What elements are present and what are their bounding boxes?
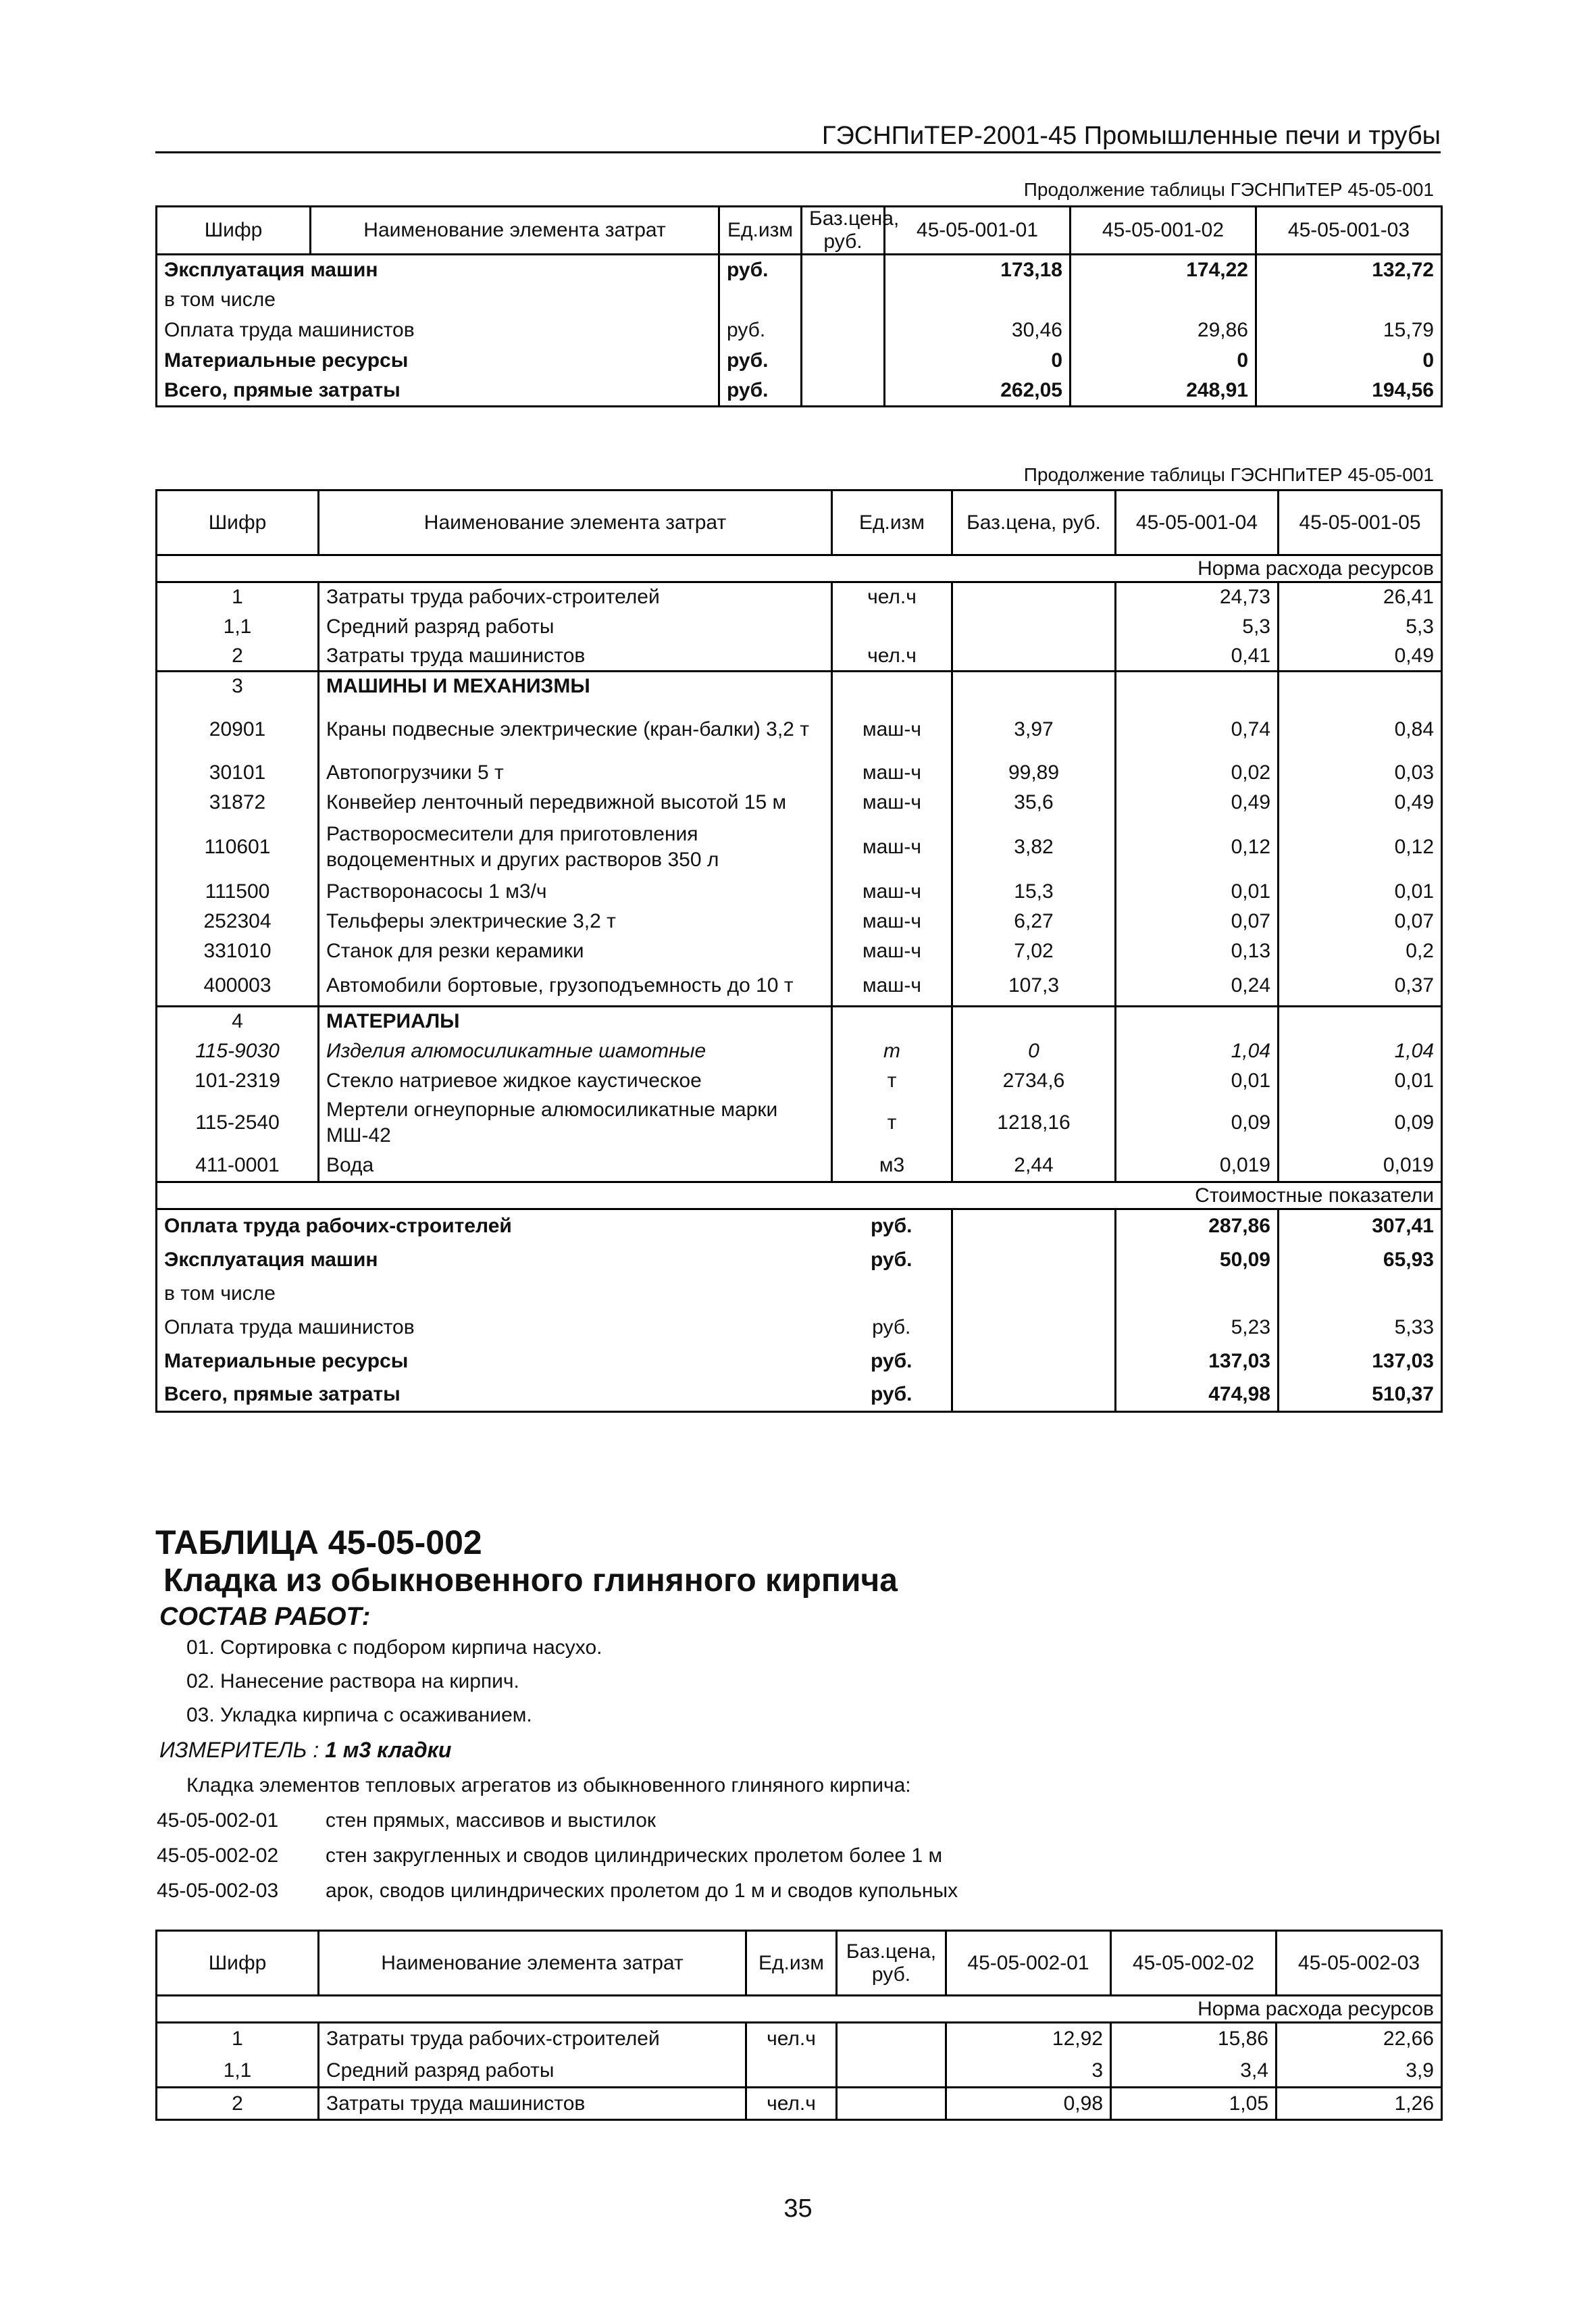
table-45-05-002-subtitle: Кладка из обыкновенного глиняного кирпича <box>163 1563 898 1599</box>
price-cell <box>952 612 1116 642</box>
price-cell <box>802 346 885 376</box>
unit-cell: т <box>832 1036 952 1066</box>
resource-name: Средний разряд работы <box>319 2055 746 2088</box>
value-cell <box>885 285 1071 316</box>
work-item: 03. Укладка кирпича с осаживанием. <box>186 1704 532 1726</box>
price-cell: 0 <box>952 1036 1116 1066</box>
value-cell: 307,41 <box>1279 1209 1442 1243</box>
cost-name: Оплата труда рабочих-строителей <box>157 1209 832 1243</box>
unit-cell: маш-ч <box>832 788 952 818</box>
resource-code: 1 <box>157 582 319 612</box>
resource-name: МАШИНЫ И МЕХАНИЗМЫ <box>319 672 832 701</box>
value-cell: 0,2 <box>1279 936 1442 966</box>
resource-code: 30101 <box>157 758 319 788</box>
col-variant-header: 45-05-001-05 <box>1279 491 1442 555</box>
value-cell <box>1279 1007 1442 1036</box>
value-cell: 22,66 <box>1277 2023 1442 2055</box>
cost-row <box>157 1311 1442 1344</box>
col-unit-header: Ед.изм <box>832 491 952 555</box>
cost-table-45-05-001-part2 <box>155 489 1443 1413</box>
price-cell: 3,97 <box>952 701 1116 758</box>
price-cell: 99,89 <box>952 758 1116 788</box>
resource-code: 2 <box>157 642 319 672</box>
resource-code: 1,1 <box>157 2055 319 2088</box>
unit-cell: т <box>832 1066 952 1096</box>
resource-row <box>157 2023 1442 2055</box>
resource-name: Краны подвесные электрические (кран-балки) 3,2 т <box>319 701 832 758</box>
table-45-05-002-title: ТАБЛИЦА 45-05-002 <box>155 1524 482 1561</box>
value-cell: 0,02 <box>1116 758 1279 788</box>
col-variant-header: 45-05-001-04 <box>1116 491 1279 555</box>
resource-row <box>157 1036 1442 1066</box>
cost-table-45-05-001-part1 <box>155 205 1443 407</box>
cost-row <box>157 1378 1442 1412</box>
price-cell <box>802 316 885 346</box>
price-cell <box>952 582 1116 612</box>
col-code-header: Шифр <box>157 1931 319 1996</box>
resource-name: Тельферы электрические 3,2 т <box>319 907 832 936</box>
table-header-row <box>157 207 1442 255</box>
price-cell <box>952 1344 1116 1378</box>
norm-label-row <box>157 555 1442 582</box>
value-cell: 1,04 <box>1279 1036 1442 1066</box>
norm-label: Норма расхода ресурсов <box>157 1996 1442 2023</box>
value-cell: 3 <box>946 2055 1111 2088</box>
value-cell <box>1279 1277 1442 1311</box>
unit-cell <box>832 1007 952 1036</box>
col-variant-header: 45-05-001-03 <box>1256 207 1442 255</box>
resource-code: 252304 <box>157 907 319 936</box>
value-cell <box>1116 1277 1279 1311</box>
col-variant-header: 45-05-001-02 <box>1071 207 1256 255</box>
resource-code: 411-0001 <box>157 1150 319 1182</box>
variant-text: стен прямых, массивов и выстилок <box>326 1809 657 1832</box>
resource-row <box>157 642 1442 672</box>
measure-label: ИЗМЕРИТЕЛЬ : <box>159 1738 319 1762</box>
price-cell <box>952 1311 1116 1344</box>
resource-row <box>157 788 1442 818</box>
variant-text: стен закругленных и сводов цилиндрических пролетом более 1 м <box>326 1844 943 1867</box>
cost-row <box>157 376 1442 407</box>
resource-code: 4 <box>157 1007 319 1036</box>
norm-label-row <box>157 1996 1442 2023</box>
col-variant-header: 45-05-002-02 <box>1111 1931 1277 1996</box>
value-cell: 0,74 <box>1116 701 1279 758</box>
cost-name: Материальные ресурсы <box>157 1344 832 1378</box>
value-cell: 0,49 <box>1116 788 1279 818</box>
value-cell: 12,92 <box>946 2023 1111 2055</box>
unit-cell: руб. <box>719 346 802 376</box>
cost-row <box>157 1277 1442 1311</box>
resource-name: Конвейер ленточный передвижной высотой 15 м <box>319 788 832 818</box>
resource-name: Мертели огнеупорные алюмосиликатные марки МШ-42 <box>319 1096 832 1150</box>
price-cell: 2734,6 <box>952 1066 1116 1096</box>
col-code-header: Шифр <box>157 491 319 555</box>
price-cell <box>802 255 885 285</box>
value-cell: 0,01 <box>1279 877 1442 907</box>
col-unit-header: Ед.изм <box>746 1931 837 1996</box>
cost-name: Всего, прямые затраты <box>157 1378 832 1412</box>
work-composition-heading: СОСТАВ РАБОТ: <box>159 1603 371 1631</box>
value-cell: 0,49 <box>1279 642 1442 672</box>
unit-cell: маш-ч <box>832 758 952 788</box>
value-cell: 0 <box>885 346 1071 376</box>
variant-code: 45-05-002-02 <box>157 1844 279 1867</box>
value-cell <box>1116 672 1279 701</box>
value-cell: 0,98 <box>946 2088 1111 2120</box>
value-cell <box>1071 285 1256 316</box>
unit-cell: руб. <box>871 1215 912 1238</box>
value-cell: 26,41 <box>1279 582 1442 612</box>
variant-text: арок, сводов цилиндрических пролетом до 1 м и сводов купольных <box>326 1880 958 1902</box>
resource-name: Средний разряд работы <box>319 612 832 642</box>
cost-name: в том числе <box>157 1277 832 1311</box>
resource-row <box>157 2055 1442 2088</box>
table-header-row <box>157 491 1442 555</box>
value-cell: 0,12 <box>1116 818 1279 877</box>
resource-row <box>157 582 1442 612</box>
resource-row <box>157 758 1442 788</box>
resource-code: 115-2540 <box>157 1096 319 1150</box>
running-header: ГЭСНПиТЕР-2001-45 Промышленные печи и трубы <box>155 120 1441 153</box>
value-cell: 29,86 <box>1071 316 1256 346</box>
col-name-header: Наименование элемента затрат <box>319 1931 746 1996</box>
value-cell: 174,22 <box>1071 255 1256 285</box>
variants-intro: Кладка элементов тепловых агрегатов из обыкновенного глиняного кирпича: <box>186 1774 911 1796</box>
resource-row <box>157 1096 1442 1150</box>
value-cell: 1,26 <box>1277 2088 1442 2120</box>
price-cell: 1218,16 <box>952 1096 1116 1150</box>
value-cell: 474,98 <box>1116 1378 1279 1412</box>
work-item: 01. Сортировка с подбором кирпича насухо. <box>186 1636 602 1659</box>
unit-cell <box>832 672 952 701</box>
value-cell: 0,01 <box>1116 1066 1279 1096</box>
value-cell: 0,84 <box>1279 701 1442 758</box>
resource-code: 111500 <box>157 877 319 907</box>
unit-cell <box>832 612 952 642</box>
price-cell <box>837 2023 946 2055</box>
value-cell: 132,72 <box>1256 255 1442 285</box>
resource-row <box>157 1066 1442 1096</box>
resource-row <box>157 612 1442 642</box>
resource-code: 331010 <box>157 936 319 966</box>
cost-name: в том числе <box>157 285 719 316</box>
price-cell: 35,6 <box>952 788 1116 818</box>
work-item: 02. Нанесение раствора на кирпич. <box>186 1670 519 1692</box>
value-cell: 194,56 <box>1256 376 1442 407</box>
value-cell: 0,09 <box>1116 1096 1279 1150</box>
unit-cell: руб. <box>871 1248 912 1271</box>
variant-line <box>157 1844 942 1867</box>
value-cell: 15,79 <box>1256 316 1442 346</box>
unit-cell: руб. <box>719 376 802 407</box>
value-cell: 0 <box>1256 346 1442 376</box>
value-cell: 0,01 <box>1116 877 1279 907</box>
resource-row <box>157 672 1442 701</box>
variant-line <box>157 1880 958 1903</box>
resource-name: Автопогрузчики 5 т <box>319 758 832 788</box>
value-cell: 30,46 <box>885 316 1071 346</box>
resource-name: Затраты труда машинистов <box>319 2088 746 2120</box>
value-cell: 0,12 <box>1279 818 1442 877</box>
value-cell: 15,86 <box>1111 2023 1277 2055</box>
price-cell <box>837 2088 946 2120</box>
value-cell: 24,73 <box>1116 582 1279 612</box>
cost-name: Материальные ресурсы <box>157 346 719 376</box>
price-cell: 7,02 <box>952 936 1116 966</box>
unit-cell: руб. <box>872 1315 911 1338</box>
col-unit-header: Ед.изм <box>719 207 802 255</box>
resource-name: Затраты труда рабочих-строителей <box>319 2023 746 2055</box>
col-price-header: Баз.цена, руб. <box>837 1931 946 1996</box>
cost-name: Эксплуатация машин <box>157 1243 832 1277</box>
unit-cell <box>832 1277 952 1311</box>
cost-name: Оплата труда машинистов <box>157 316 719 346</box>
unit-cell: маш-ч <box>832 877 952 907</box>
value-cell: 1,04 <box>1116 1036 1279 1066</box>
col-code-header: Шифр <box>157 207 311 255</box>
value-cell: 0,07 <box>1279 907 1442 936</box>
unit-cell: руб. <box>719 255 802 285</box>
norm-label: Норма расхода ресурсов <box>157 555 1442 582</box>
resource-name: МАТЕРИАЛЫ <box>319 1007 832 1036</box>
cost-label-row <box>157 1182 1442 1209</box>
resource-name: Автомобили бортовые, грузоподъемность до 10 т <box>319 966 832 1007</box>
value-cell: 3,4 <box>1111 2055 1277 2088</box>
table1-continuation-caption: Продолжение таблицы ГЭСНПиТЕР 45-05-001 <box>1023 179 1434 200</box>
value-cell: 173,18 <box>885 255 1071 285</box>
resource-code: 1,1 <box>157 612 319 642</box>
resource-code: 20901 <box>157 701 319 758</box>
resource-code: 3 <box>157 672 319 701</box>
resource-name: Станок для резки керамики <box>319 936 832 966</box>
unit-cell: т <box>832 1096 952 1150</box>
price-cell <box>952 1378 1116 1412</box>
price-cell: 107,3 <box>952 966 1116 1007</box>
resource-code: 115-9030 <box>157 1036 319 1066</box>
price-cell: 6,27 <box>952 907 1116 936</box>
value-cell <box>1279 672 1442 701</box>
resource-name: Растворосмесители для приготовления водоцементных и других растворов 350 л <box>319 818 832 877</box>
table-header-row <box>157 1931 1442 1996</box>
resource-row <box>157 818 1442 877</box>
price-cell <box>952 1243 1116 1277</box>
table2-continuation-caption: Продолжение таблицы ГЭСНПиТЕР 45-05-001 <box>1023 464 1434 485</box>
value-cell <box>1256 285 1442 316</box>
variant-code: 45-05-002-03 <box>157 1880 279 1902</box>
resource-row <box>157 701 1442 758</box>
unit-cell <box>746 2055 837 2088</box>
col-variant-header: 45-05-002-01 <box>946 1931 1111 1996</box>
col-price-header: Баз.цена, руб. <box>952 491 1116 555</box>
unit-cell: маш-ч <box>832 966 952 1007</box>
price-cell <box>837 2055 946 2088</box>
unit-cell: маш-ч <box>832 818 952 877</box>
price-cell <box>952 672 1116 701</box>
resource-row <box>157 966 1442 1007</box>
cost-table-45-05-002 <box>155 1930 1443 2121</box>
unit-cell: чел.ч <box>832 582 952 612</box>
unit-cell: маш-ч <box>832 701 952 758</box>
cost-row <box>157 1243 1442 1277</box>
resource-row <box>157 877 1442 907</box>
value-cell: 0,13 <box>1116 936 1279 966</box>
value-cell: 1,05 <box>1111 2088 1277 2120</box>
col-variant-header: 45-05-001-01 <box>885 207 1071 255</box>
price-cell <box>802 376 885 407</box>
value-cell: 0,07 <box>1116 907 1279 936</box>
resource-code: 110601 <box>157 818 319 877</box>
value-cell: 510,37 <box>1279 1378 1442 1412</box>
price-cell: 15,3 <box>952 877 1116 907</box>
cost-row <box>157 346 1442 376</box>
measure-unit <box>159 1738 451 1763</box>
value-cell: 5,3 <box>1279 612 1442 642</box>
value-cell <box>1116 1007 1279 1036</box>
unit-cell: чел.ч <box>746 2023 837 2055</box>
value-cell: 0,019 <box>1279 1150 1442 1182</box>
value-cell: 0,03 <box>1279 758 1442 788</box>
price-cell <box>952 1277 1116 1311</box>
cost-row <box>157 316 1442 346</box>
cost-row <box>157 1209 1442 1243</box>
price-cell <box>952 642 1116 672</box>
cost-label: Стоимостные показатели <box>157 1182 1442 1209</box>
value-cell: 0 <box>1071 346 1256 376</box>
value-cell: 0,09 <box>1279 1096 1442 1150</box>
resource-row <box>157 907 1442 936</box>
value-cell: 5,23 <box>1116 1311 1279 1344</box>
price-cell <box>952 1209 1116 1243</box>
resource-code: 400003 <box>157 966 319 1007</box>
unit-cell <box>719 285 802 316</box>
variant-code: 45-05-002-01 <box>157 1809 279 1832</box>
resource-code: 1 <box>157 2023 319 2055</box>
unit-cell: руб. <box>719 316 802 346</box>
resource-row <box>157 2088 1442 2120</box>
resource-name: Изделия алюмосиликатные шамотные <box>319 1036 832 1066</box>
resource-code: 2 <box>157 2088 319 2120</box>
value-cell: 248,91 <box>1071 376 1256 407</box>
col-variant-header: 45-05-002-03 <box>1277 1931 1442 1996</box>
cost-row <box>157 285 1442 316</box>
resource-code: 31872 <box>157 788 319 818</box>
price-cell: 2,44 <box>952 1150 1116 1182</box>
value-cell: 0,41 <box>1116 642 1279 672</box>
resource-name: Стекло натриевое жидкое каустическое <box>319 1066 832 1096</box>
resource-row <box>157 1007 1442 1036</box>
value-cell: 262,05 <box>885 376 1071 407</box>
page-number: 35 <box>783 2194 813 2223</box>
value-cell: 0,49 <box>1279 788 1442 818</box>
resource-name: Затраты труда машинистов <box>319 642 832 672</box>
value-cell: 5,3 <box>1116 612 1279 642</box>
price-cell <box>802 285 885 316</box>
value-cell: 137,03 <box>1116 1344 1279 1378</box>
col-name-header: Наименование элемента затрат <box>311 207 719 255</box>
value-cell: 0,37 <box>1279 966 1442 1007</box>
value-cell: 50,09 <box>1116 1243 1279 1277</box>
unit-cell: м3 <box>832 1150 952 1182</box>
price-cell: 3,82 <box>952 818 1116 877</box>
variant-line <box>157 1809 656 1832</box>
unit-cell: руб. <box>832 1378 952 1412</box>
unit-cell: чел.ч <box>832 642 952 672</box>
value-cell: 287,86 <box>1116 1209 1279 1243</box>
cost-row <box>157 1344 1442 1378</box>
value-cell: 0,019 <box>1116 1150 1279 1182</box>
unit-cell: руб. <box>871 1349 912 1372</box>
unit-cell: маш-ч <box>832 907 952 936</box>
unit-cell: чел.ч <box>746 2088 837 2120</box>
value-cell: 3,9 <box>1277 2055 1442 2088</box>
value-cell: 137,03 <box>1279 1344 1442 1378</box>
resource-name: Растворонасосы 1 м3/ч <box>319 877 832 907</box>
resource-name: Вода <box>319 1150 832 1182</box>
col-price-header: Баз.цена, руб. <box>802 207 885 255</box>
cost-name: Эксплуатация машин <box>157 255 719 285</box>
value-cell: 0,01 <box>1279 1066 1442 1096</box>
resource-code: 101-2319 <box>157 1066 319 1096</box>
value-cell: 65,93 <box>1279 1243 1442 1277</box>
value-cell: 0,24 <box>1116 966 1279 1007</box>
price-cell <box>952 1007 1116 1036</box>
resource-row <box>157 1150 1442 1182</box>
col-name-header: Наименование элемента затрат <box>319 491 832 555</box>
resource-name: Затраты труда рабочих-строителей <box>319 582 832 612</box>
resource-row <box>157 936 1442 966</box>
cost-row <box>157 255 1442 285</box>
cost-name: Оплата труда машинистов <box>157 1311 832 1344</box>
cost-name: Всего, прямые затраты <box>157 376 719 407</box>
value-cell: 5,33 <box>1279 1311 1442 1344</box>
unit-cell: маш-ч <box>832 936 952 966</box>
measure-value: 1 м3 кладки <box>325 1738 452 1762</box>
